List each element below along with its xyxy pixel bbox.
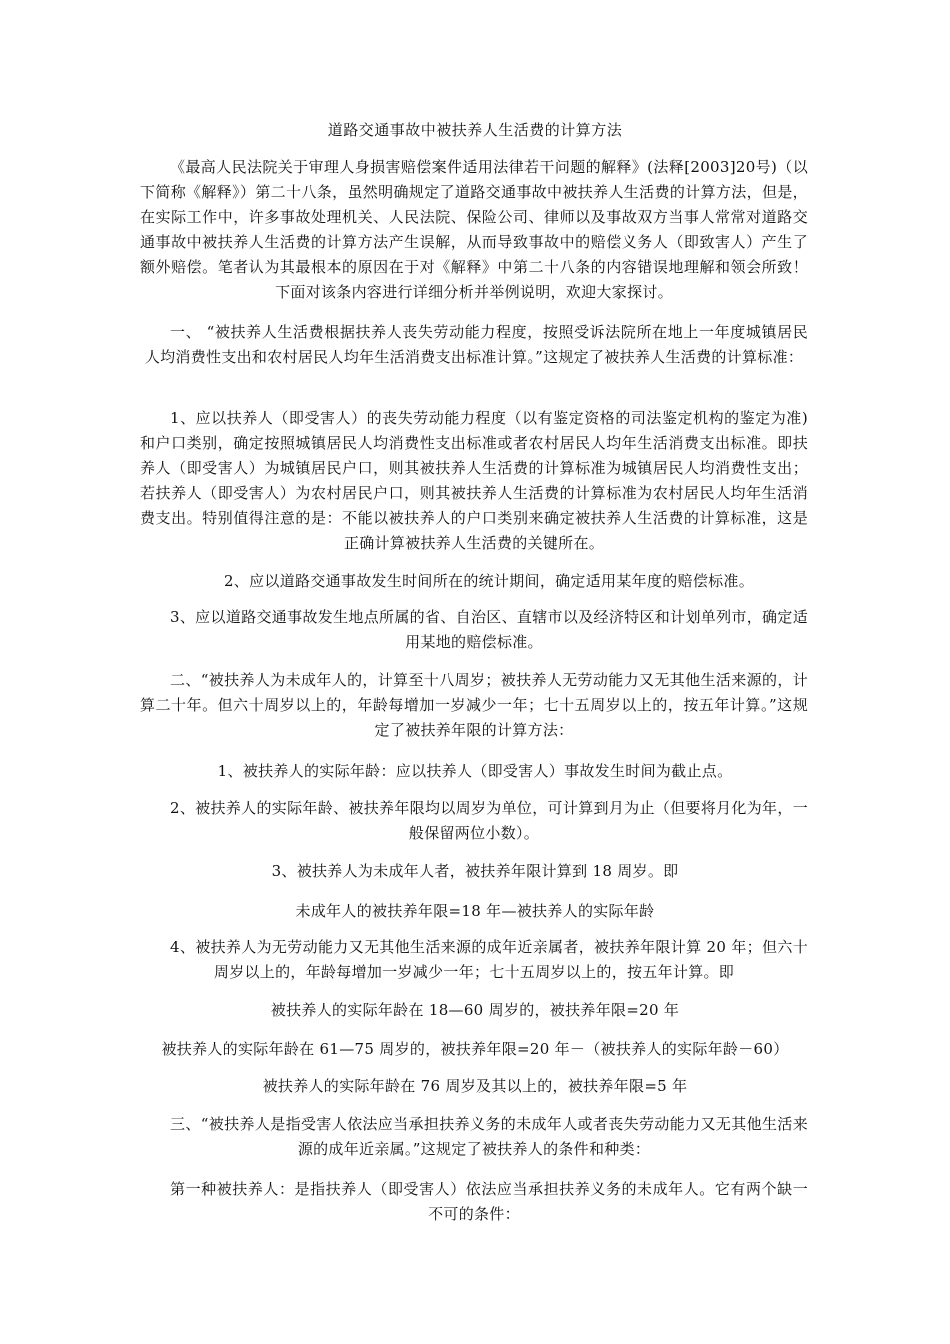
paragraph-item-2-1: 1、被扶养人的实际年龄：应以扶养人（即受害人）事故发生时间为截止点。 <box>217 762 733 780</box>
paragraph-item-2-4: 4、被扶养人为无劳动能力又无其他生活来源的成年近亲属者，被扶养年限计算 20 年；但六十周岁以上的，年龄每增加一岁减少一年；七十五周岁以上的，按五年计算。即 <box>170 938 808 981</box>
paragraph-item-2-2: 2、被扶养人的实际年龄、被扶养年限均以周岁为单位，可计算到月为止（但要将月化为年，一般保留两位小数）。 <box>170 799 808 842</box>
paragraph-section-2: 二、“被扶养人为未成年人的，计算至十八周岁；被扶养人无劳动能力又无其他生活来源的，计算二十年。但六十周岁以上的，年龄每增加一岁减少一年；七十五周岁以上的，按五年计算。”这规定了被扶养年限的计算方法： <box>140 671 808 739</box>
formula-adult-18-60: 被扶养人的实际年龄在 18—60 周岁的，被扶养年限=20 年 <box>270 1001 680 1019</box>
paragraph-item-1-2: 2、应以道路交通事故发生时间所在的统计期间，确定适用某年度的赔偿标准。 <box>223 572 755 590</box>
formula-minor: 未成年人的被扶养年限=18 年—被扶养人的实际年龄 <box>295 902 655 920</box>
paragraph-intro: 《最高人民法院关于审理人身损害赔偿案件适用法律若干问题的解释》(法释[2003]20号)（以下简称《解释》）第二十八条，虽然明确规定了道路交通事故中被扶养人生活费的计算方法，但是，在实际工作中，许多事故处理机关、人民法院、保险公司、律师以及事故双方当事人常常对道路交通事故中被扶养人生活费的计算方法产生误解，从而导致事故中的赔偿义务人（即致害人）产生了额外赔偿。笔者认为其最根本的原因在于对《解释》中第二十八条的内容错误地理解和领会所致！下面对该条内容进行详细分析并举例说明，欢迎大家探讨。 <box>140 158 808 301</box>
paragraph-section-1: 一、 “被扶养人生活费根据扶养人丧失劳动能力程度，按照受诉法院所在地上一年度城镇居民人均消费性支出和农村居民人均年生活消费支出标准计算。”这规定了被扶养人生活费的计算标准： <box>144 323 808 366</box>
paragraph-item-2-3: 3、被扶养人为未成年人者，被扶养年限计算到 18 周岁。即 <box>271 862 679 880</box>
formula-adult-76-plus: 被扶养人的实际年龄在 76 周岁及其以上的，被扶养年限=5 年 <box>262 1077 688 1095</box>
document-title: 道路交通事故中被扶养人生活费的计算方法 <box>327 121 623 139</box>
paragraph-item-1-3: 3、应以道路交通事故发生地点所属的省、自治区、直辖市以及经济特区和计划单列市，确定适用某地的赔偿标准。 <box>170 608 808 651</box>
paragraph-section-3: 三、“被扶养人是指受害人依法应当承担扶养义务的未成年人或者丧失劳动能力又无其他生活来源的成年近亲属。”这规定了被扶养人的条件和种类： <box>170 1115 808 1158</box>
paragraph-first-dependent: 第一种被扶养人：是指扶养人（即受害人）依法应当承担扶养义务的未成年人。它有两个缺一不可的条件： <box>170 1180 808 1223</box>
paragraph-item-1-1: 1、应以扶养人（即受害人）的丧失劳动能力程度（以有鉴定资格的司法鉴定机构的鉴定为准)和户口类别，确定按照城镇居民人均消费性支出标准或者农村居民人均年生活消费支出标准。即扶养人（即受害人）为城镇居民户口，则其被扶养人生活费的计算标准为城镇居民人均消费性支出；若扶养人（即受害人）为农村居民户口，则其被扶养人生活费的计算标准为农村居民人均年生活消费支出。特别值得注意的是：不能以被扶养人的户口类别来确定被扶养人生活费的计算标准，这是正确计算被扶养人生活费的关键所在。 <box>140 409 808 552</box>
formula-adult-61-75: 被扶养人的实际年龄在 61—75 周岁的，被扶养年限=20 年－（被扶养人的实际年龄－60） <box>161 1040 789 1058</box>
